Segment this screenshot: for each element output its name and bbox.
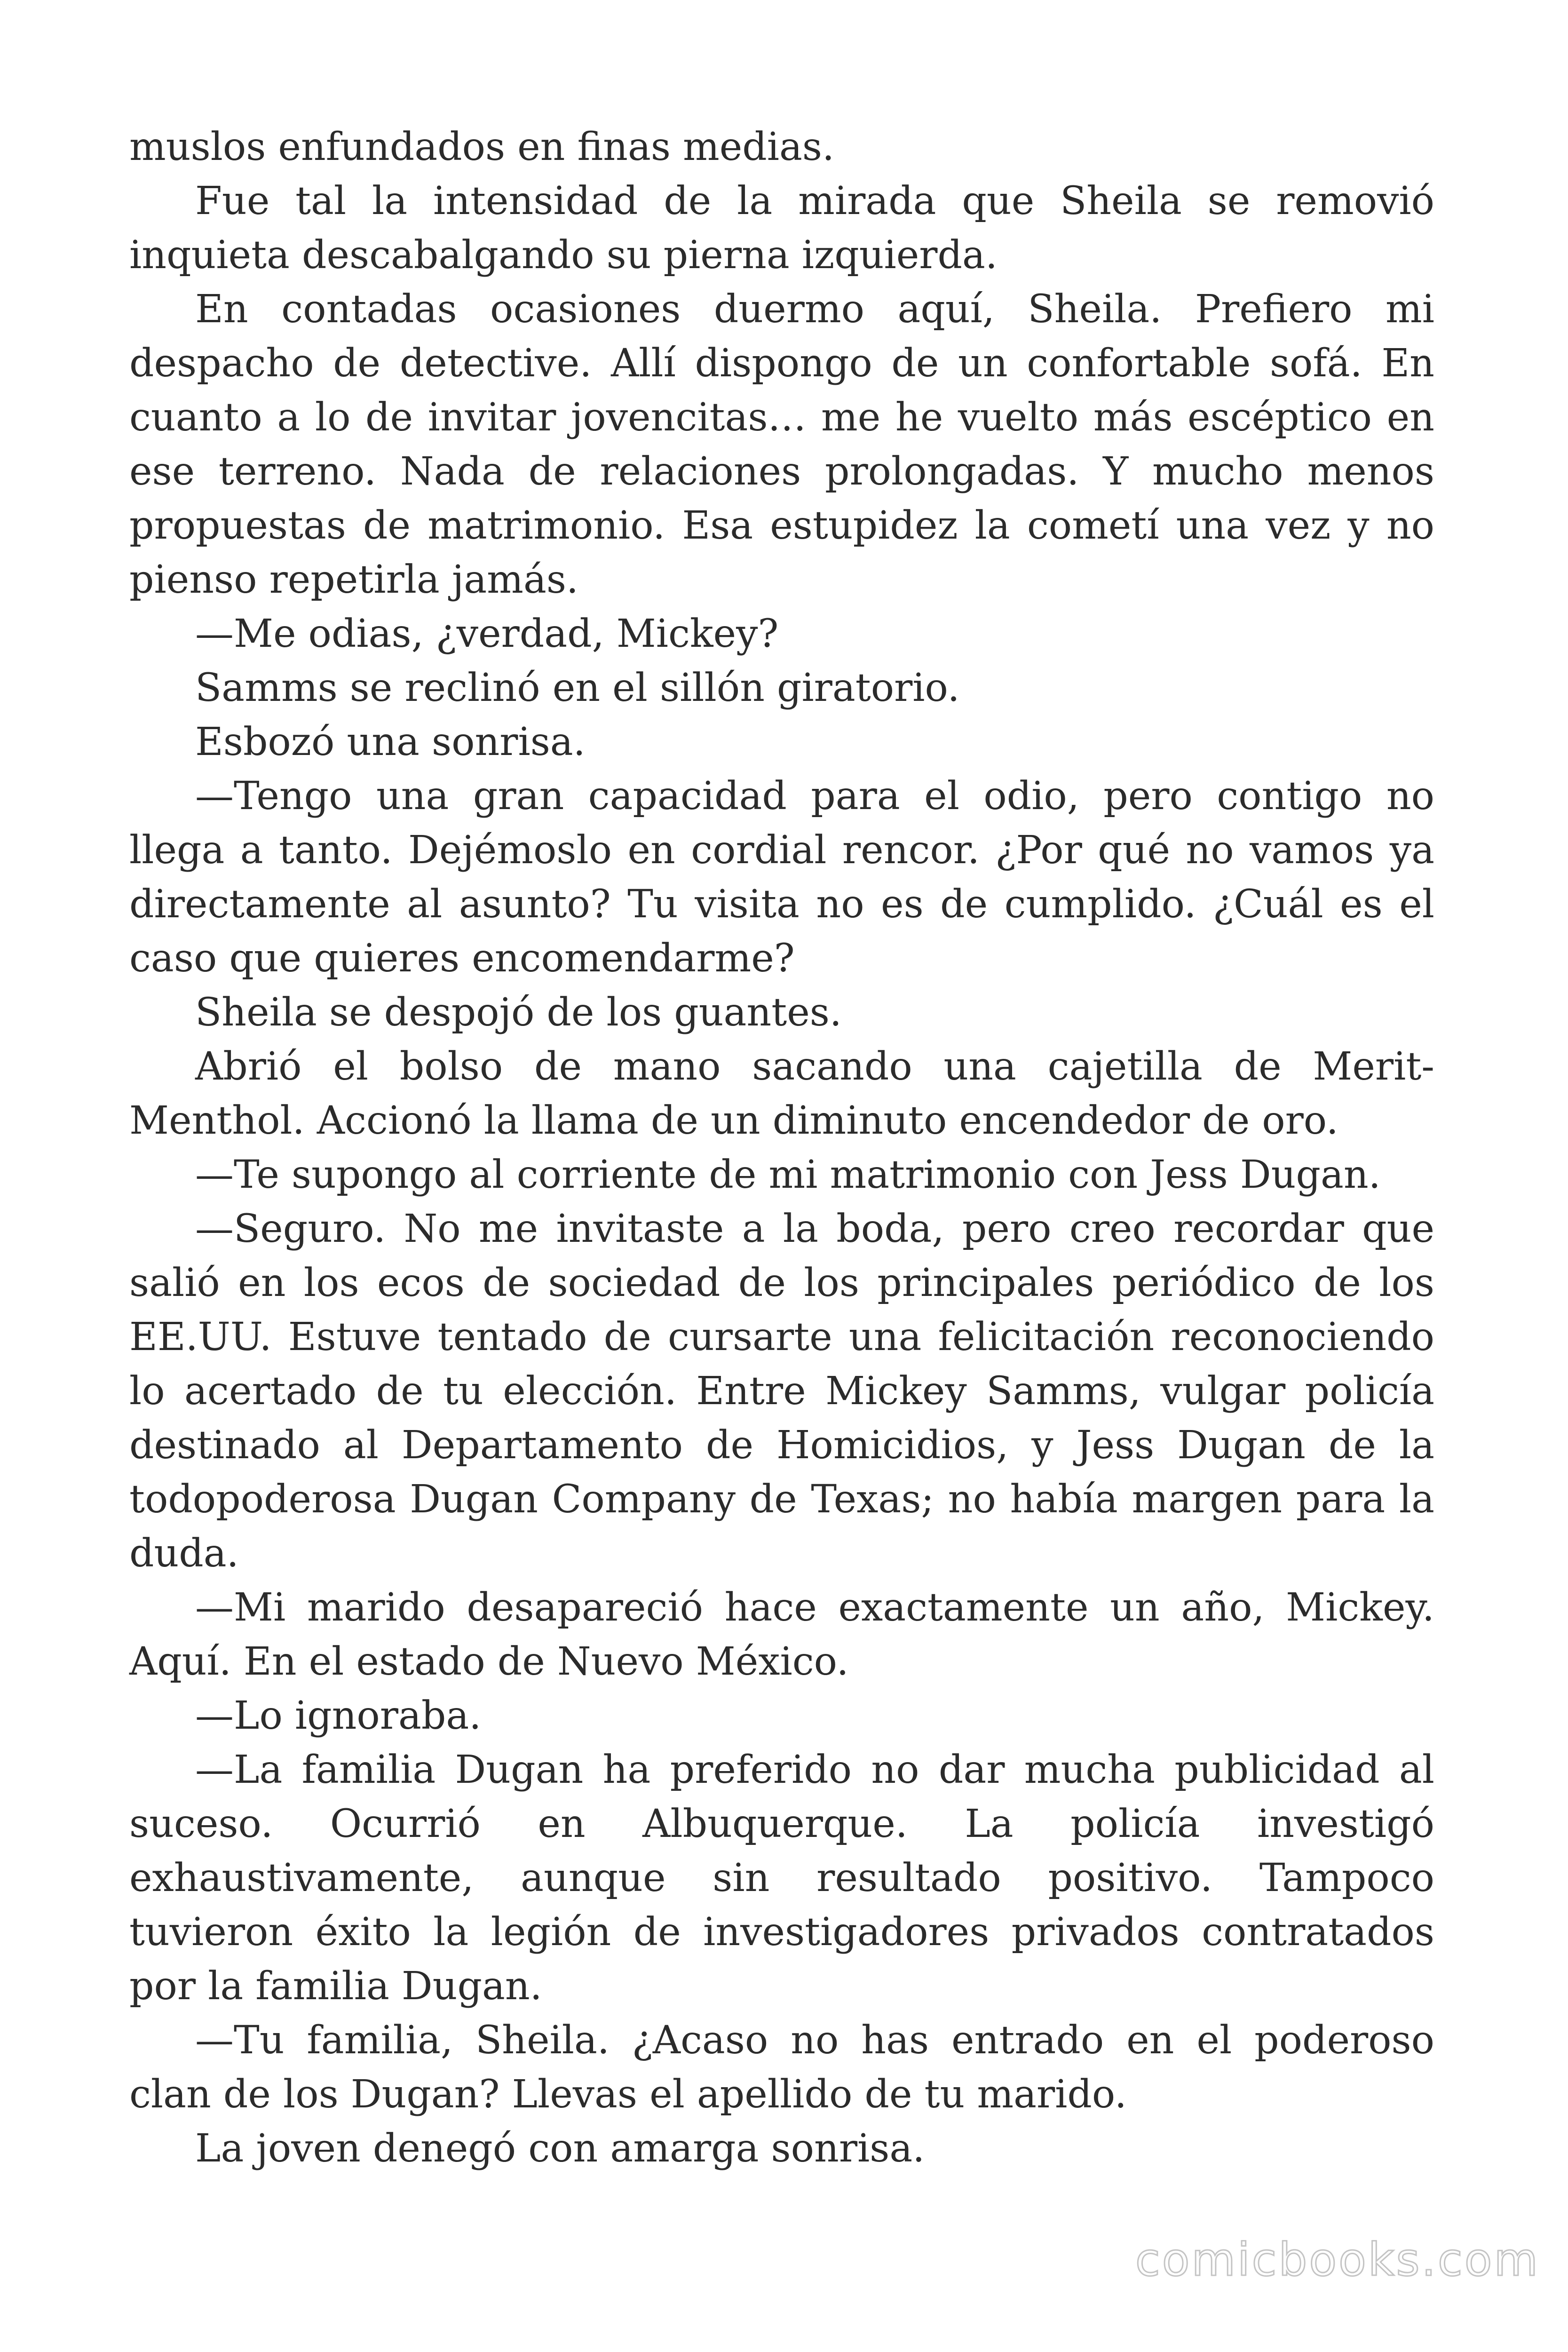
dialogue-line: —Tu familia, Sheila. ¿Acaso no has entrado en el poderoso clan de los Dugan? Llevas el apellido de tu marido. — [129, 2018, 1434, 2117]
watermark: comicbooks.com — [1135, 2233, 1540, 2286]
dialogue-line: —Te supongo al corriente de mi matrimonio con Jess Dugan. — [195, 1152, 1381, 1197]
dialogue-line: —Tengo una gran capacidad para el odio, pero contigo no llega a tanto. Dejémoslo en cordial rencor. ¿Por qué no vamos ya directamente al asunto? Tu visita no es de cumplido. ¿Cuál es el caso que quieres encomendarme? — [129, 774, 1434, 981]
dialogue-line: —Me odias, ¿verdad, Mickey? — [195, 612, 779, 656]
paragraph: muslos enfundados en finas medias. — [129, 125, 835, 169]
paragraph: En contadas ocasiones duermo aquí, Sheila. Prefiero mi despacho de detective. Allí dispongo de un confortable sofá. En cuanto a lo de invitar jovencitas… me he vuelto más escéptico en ese terreno. Nada de relaciones prolongadas. Y mucho menos propuestas de matrimonio. Esa estupidez la cometí una vez y no pienso repetirla jamás. — [129, 287, 1434, 602]
paragraph: Abrió el bolso de mano sacando una cajetilla de Merit-Menthol. Accionó la llama de un diminuto encendedor de oro. — [129, 1044, 1434, 1143]
body-text — [129, 120, 1434, 2176]
paragraph: Samms se reclinó en el sillón giratorio. — [195, 666, 960, 710]
dialogue-line: —Mi marido desapareció hace exactamente un año, Mickey. Aquí. En el estado de Nuevo México. — [129, 1585, 1434, 1684]
paragraph: Sheila se despojó de los guantes. — [195, 990, 842, 1035]
dialogue-line: —Lo ignoraba. — [195, 1693, 482, 1738]
paragraph: Esbozó una sonrisa. — [195, 720, 586, 764]
dialogue-line: —Seguro. No me invitaste a la boda, pero creo recordar que salió en los ecos de sociedad de los principales periódico de los EE.UU. Estuve tentado de cursarte una felicitación reconociendo lo acertado de tu elección. Entre Mickey Samms, vulgar policía destinado al Departamento de Homicidios, y Jess Dugan de la todopoderosa Dugan Company de Texas; no había margen para la duda. — [129, 1207, 1434, 1576]
dialogue-line: —La familia Dugan ha preferido no dar mucha publicidad al suceso. Ocurrió en Albuquerque. La policía investigó exhaustivamente, aunque sin resultado positivo. Tampoco tuvieron éxito la legión de investigadores privados contratados por la familia Dugan. — [129, 1748, 1434, 2009]
paragraph: Fue tal la intensidad de la mirada que Sheila se removió inquieta descabalgando su pierna izquierda. — [129, 179, 1434, 278]
paragraph: La joven denegó con amarga sonrisa. — [195, 2126, 925, 2171]
